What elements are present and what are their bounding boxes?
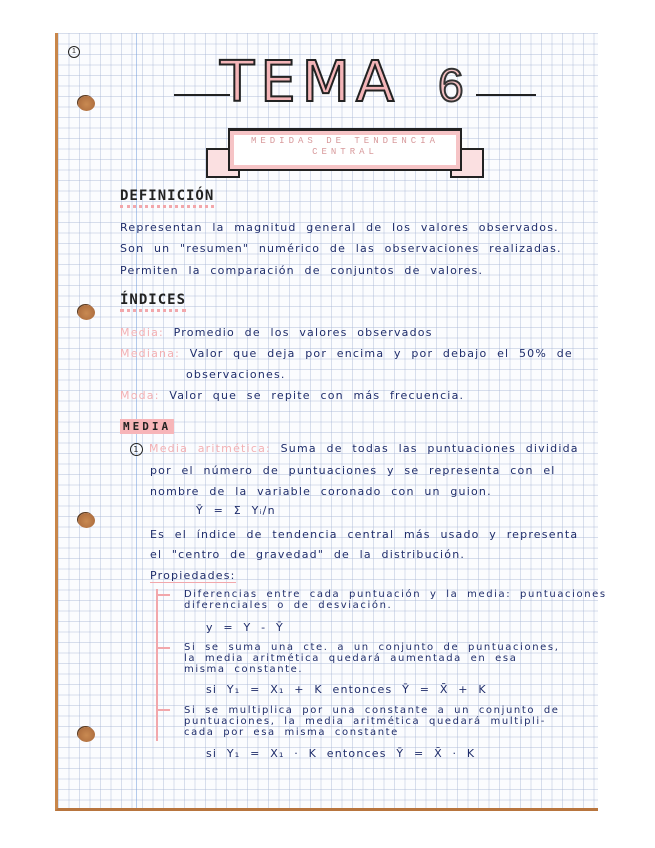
property-formula: si Y₁ = X₁ · K entonces Ȳ = X̄ · K (206, 747, 476, 760)
page-title: TEMA (220, 50, 401, 115)
heading-indices: ÍNDICES (120, 292, 186, 312)
property-line: diferenciales o de desviación. (184, 600, 393, 611)
arrow-icon (156, 647, 170, 649)
media-text: por el número de puntuaciones y se representa con el (150, 464, 556, 477)
property-formula: y = Y - Ȳ (206, 621, 284, 634)
index-text: Valor que deja por encima y por debajo el 50% de (189, 347, 573, 360)
section-tag-media: MEDIA (120, 419, 174, 434)
definition-line: Son un "resumen" numérico de las observaciones realizadas. (120, 242, 562, 255)
title-block (168, 50, 518, 180)
topic-number: 6 (438, 59, 464, 111)
number-circle-icon: 1 (130, 443, 143, 456)
property-line: Si se suma una cte. a un conjunto de puntuaciones, (184, 642, 560, 653)
arrow-icon (156, 709, 170, 711)
media-text: nombre de la variable coronado con un guion. (150, 485, 492, 498)
property-line: cada por esa misma constante (184, 727, 399, 738)
index-item-mediana (120, 347, 573, 360)
property-line: puntuaciones, la media aritmética quedará multipli- (184, 716, 547, 727)
heading-definicion: DEFINICIÓN (120, 188, 214, 208)
media-item-line (130, 442, 579, 456)
property-formula: si Y₁ = X₁ + K entonces Ȳ = X̄ + K (206, 683, 487, 696)
index-text-cont: observaciones. (186, 368, 286, 381)
banner-line-1: MEDIDAS DE TENDENCIA (250, 136, 440, 146)
index-label: Moda: (120, 389, 160, 402)
property-line: la media aritmética quedará aumentada en esa (184, 653, 518, 664)
media-item-label: Media aritmética: (149, 442, 271, 455)
media-text: el "centro de gravedad" de la distribución. (150, 548, 466, 561)
notebook-page (55, 33, 607, 811)
properties-bracket (156, 589, 158, 741)
index-label: Mediana: (120, 347, 181, 360)
binder-hole (78, 305, 95, 320)
right-arrow-icon (476, 94, 536, 96)
corner-number-mark: 1 (68, 46, 80, 58)
subtitle-banner (228, 128, 462, 171)
property-line: misma constante. (184, 664, 304, 675)
definition-line: Representan la magnitud general de los valores observados. (120, 221, 559, 234)
arrow-icon (156, 594, 170, 596)
property-line: Diferencias entre cada puntuación y la media: puntuaciones (184, 589, 607, 600)
binder-hole (78, 96, 95, 111)
mean-formula: Ȳ = Σ Yᵢ/n (196, 504, 276, 517)
binder-hole (78, 513, 95, 528)
index-item-media (120, 326, 433, 339)
index-text: Valor que se repite con más frecuencia. (169, 389, 465, 402)
index-label: Media: (120, 326, 164, 339)
index-text: Promedio de los valores observados (173, 326, 433, 339)
media-text: Suma de todas las puntuaciones dividida (280, 442, 579, 455)
banner-line-2: CENTRAL (312, 147, 378, 157)
properties-heading: Propiedades: (150, 569, 236, 582)
binder-hole (78, 727, 95, 742)
media-text: Es el índice de tendencia central más usado y representa (150, 528, 579, 541)
definition-line: Permiten la comparación de conjuntos de valores. (120, 264, 484, 277)
index-item-moda (120, 389, 464, 402)
property-line: Si se multiplica por una constante a un conjunto de (184, 705, 560, 716)
